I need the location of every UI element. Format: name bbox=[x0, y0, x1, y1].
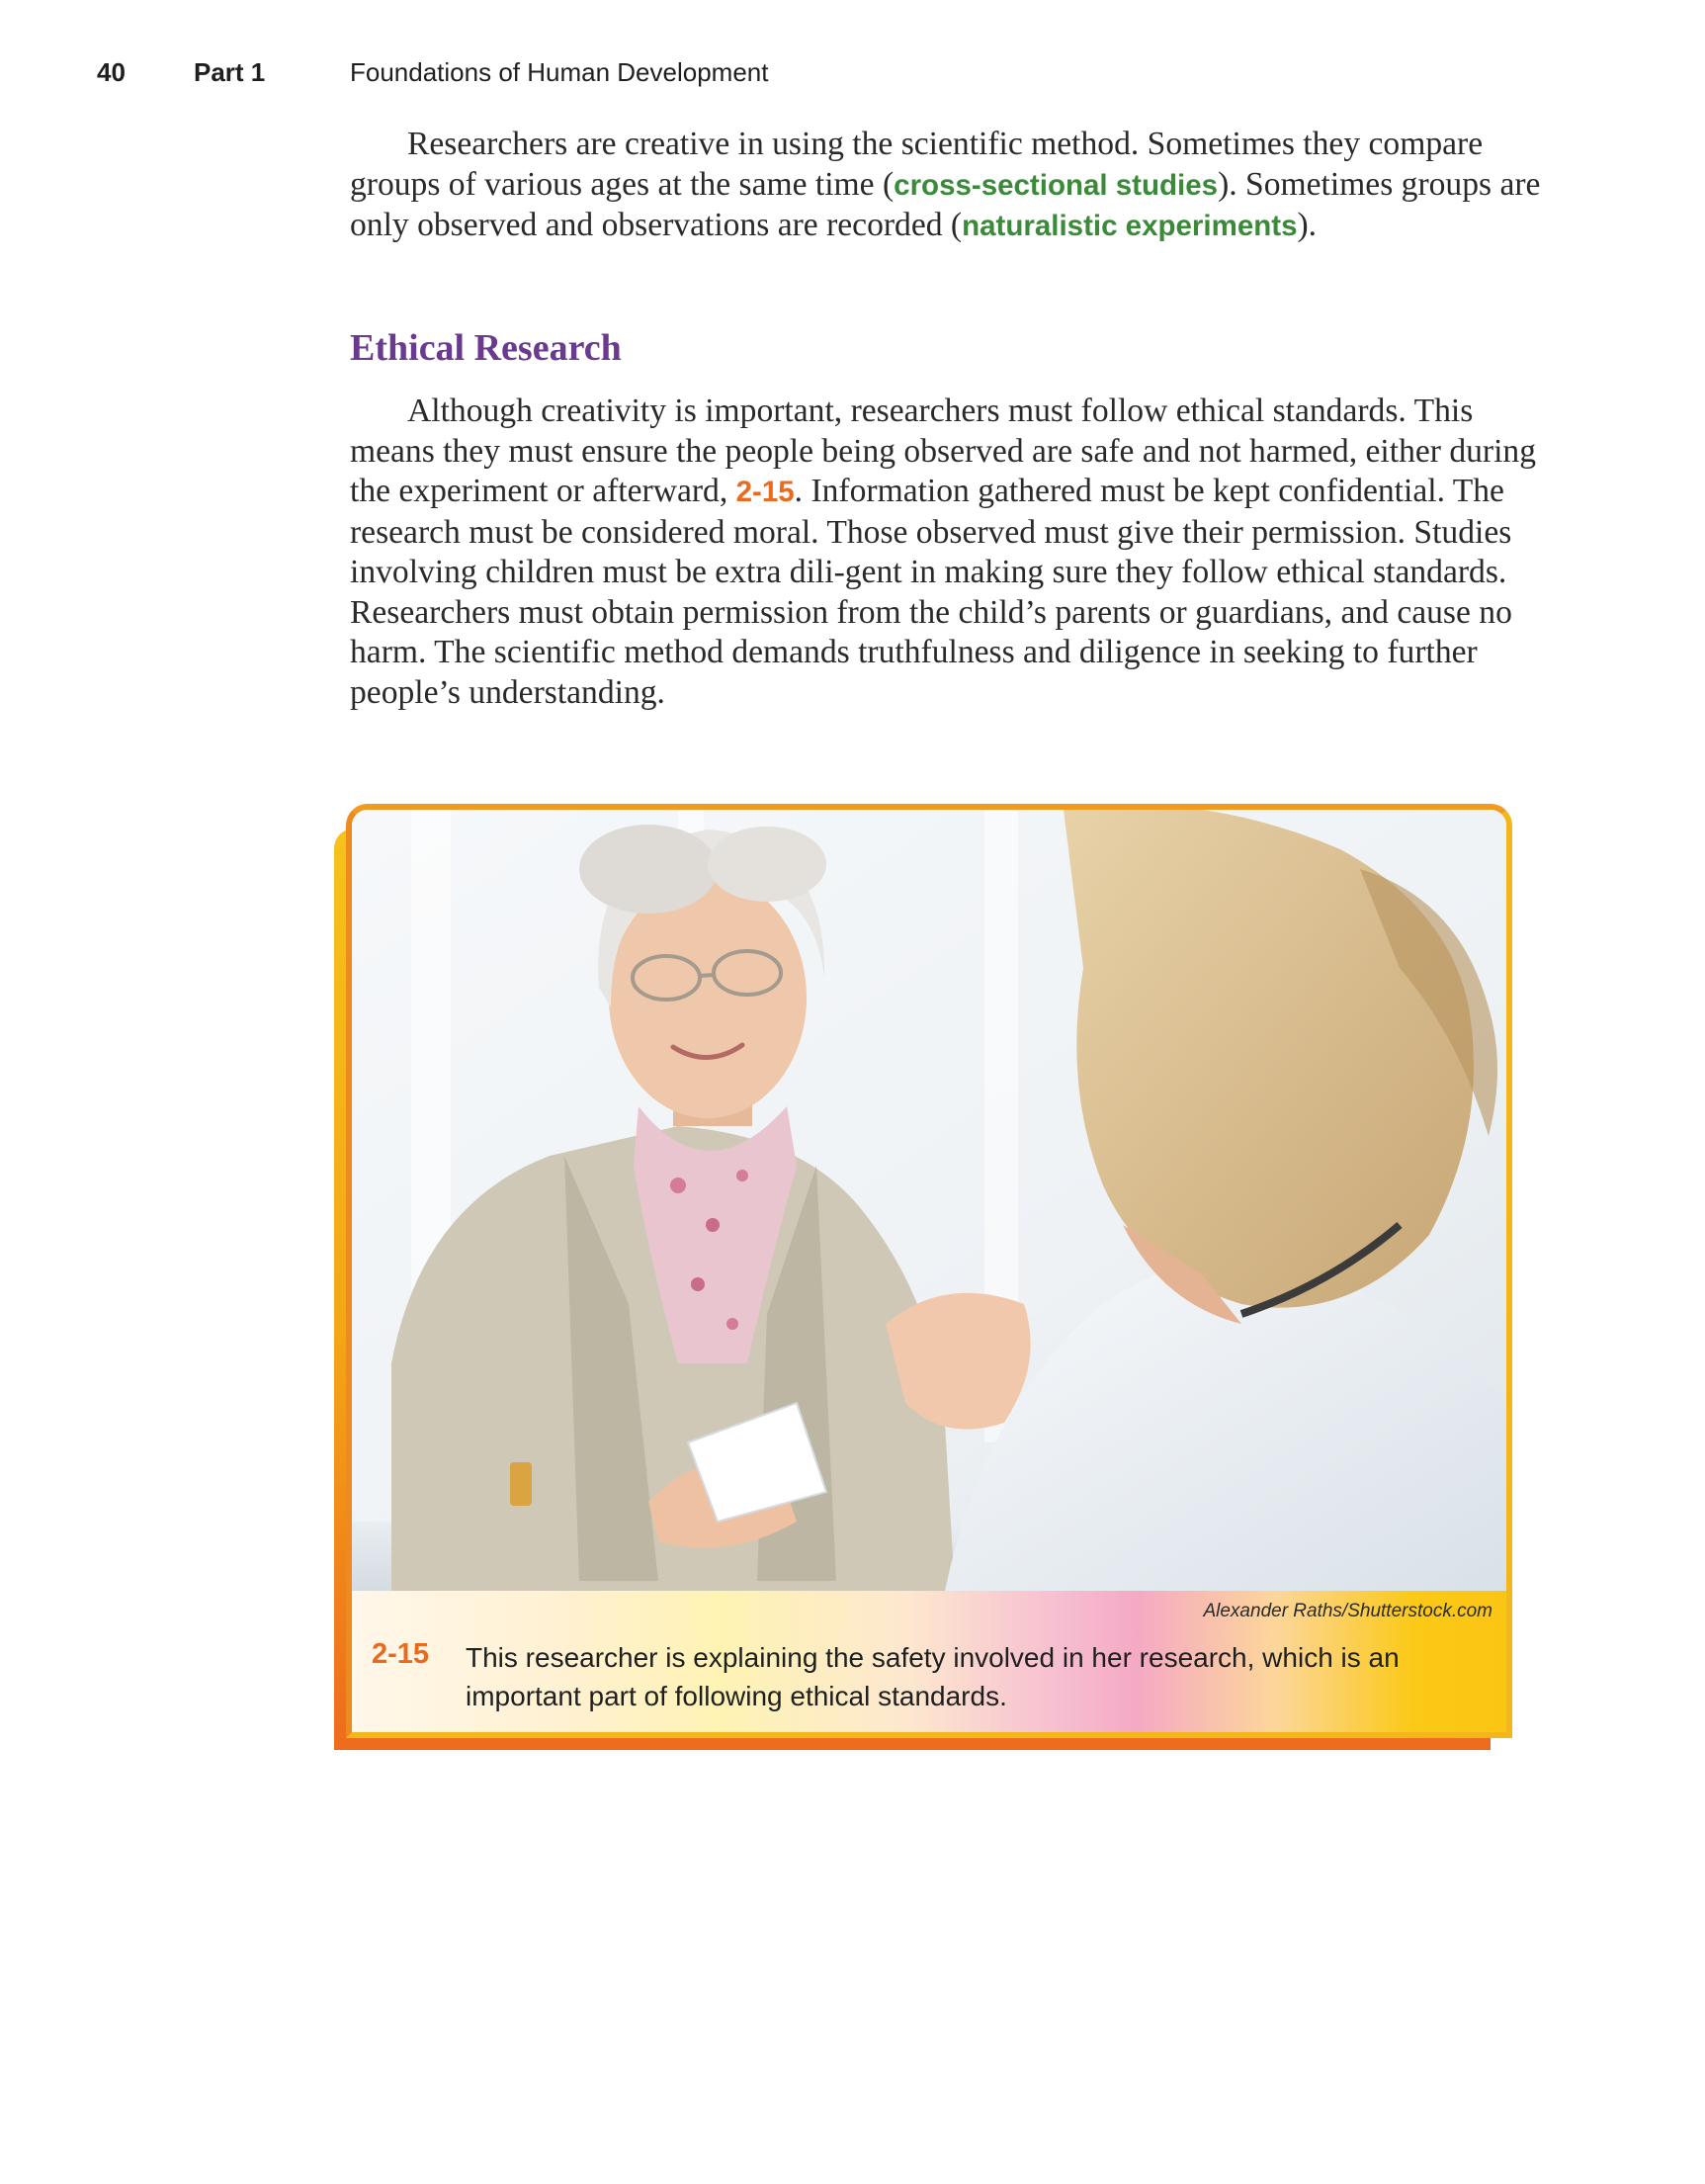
photo-illustration bbox=[352, 810, 1506, 1591]
section-heading: Ethical Research bbox=[350, 327, 622, 369]
part-title: Foundations of Human Development bbox=[350, 57, 769, 87]
figure-number: 2-15 bbox=[372, 1638, 430, 1670]
paragraph-ethics-text bbox=[350, 392, 1546, 713]
text-run: ). Sometimes groups are only observed and observations are recorded ( bbox=[350, 165, 1541, 243]
key-term-cross-sectional: cross-sectional studies bbox=[894, 168, 1219, 202]
text-run: Although creativity is important, researchers must follow ethical standards. This means they must ensure the people being observed are safe and not harmed, either during the experiment or afterward, bbox=[350, 393, 1537, 509]
figure-reference: 2-15 bbox=[735, 476, 795, 508]
photo-credit: Alexander Raths/Shutterstock.com bbox=[1203, 1601, 1492, 1621]
paragraph-ethics bbox=[350, 392, 1546, 713]
text-run: Researchers are creative in using the scientific method. Sometimes they compare groups of various ages at the same time ( bbox=[350, 126, 1484, 203]
text-run: ). bbox=[1297, 207, 1318, 243]
key-term-naturalistic: naturalistic experiments bbox=[962, 210, 1298, 242]
paragraph-intro-text bbox=[350, 125, 1546, 247]
figure-2-15 bbox=[334, 804, 1512, 1750]
text-run: . Information gathered must be kept confidential. The research must be considered moral. Those observed must give their permission. Studies involving children must be extra dili-gent in making sure they follow ethical standards. Researchers must obtain permission from the child’s parents or guardians, and cause no harm. The scientific method demands truthfulness and diligence in seeking to further people’s understanding. bbox=[350, 473, 1512, 711]
page-number: 40 bbox=[97, 57, 126, 87]
figure-frame bbox=[346, 804, 1512, 1738]
figure-caption: This researcher is explaining the safety involved in her research, which is an important part of following ethical standards. bbox=[466, 1642, 1400, 1711]
part-label: Part 1 bbox=[194, 57, 266, 87]
photo-researcher-and-elderly-woman bbox=[352, 810, 1506, 1591]
paragraph-intro bbox=[350, 125, 1546, 247]
caption-area bbox=[352, 1591, 1506, 1738]
